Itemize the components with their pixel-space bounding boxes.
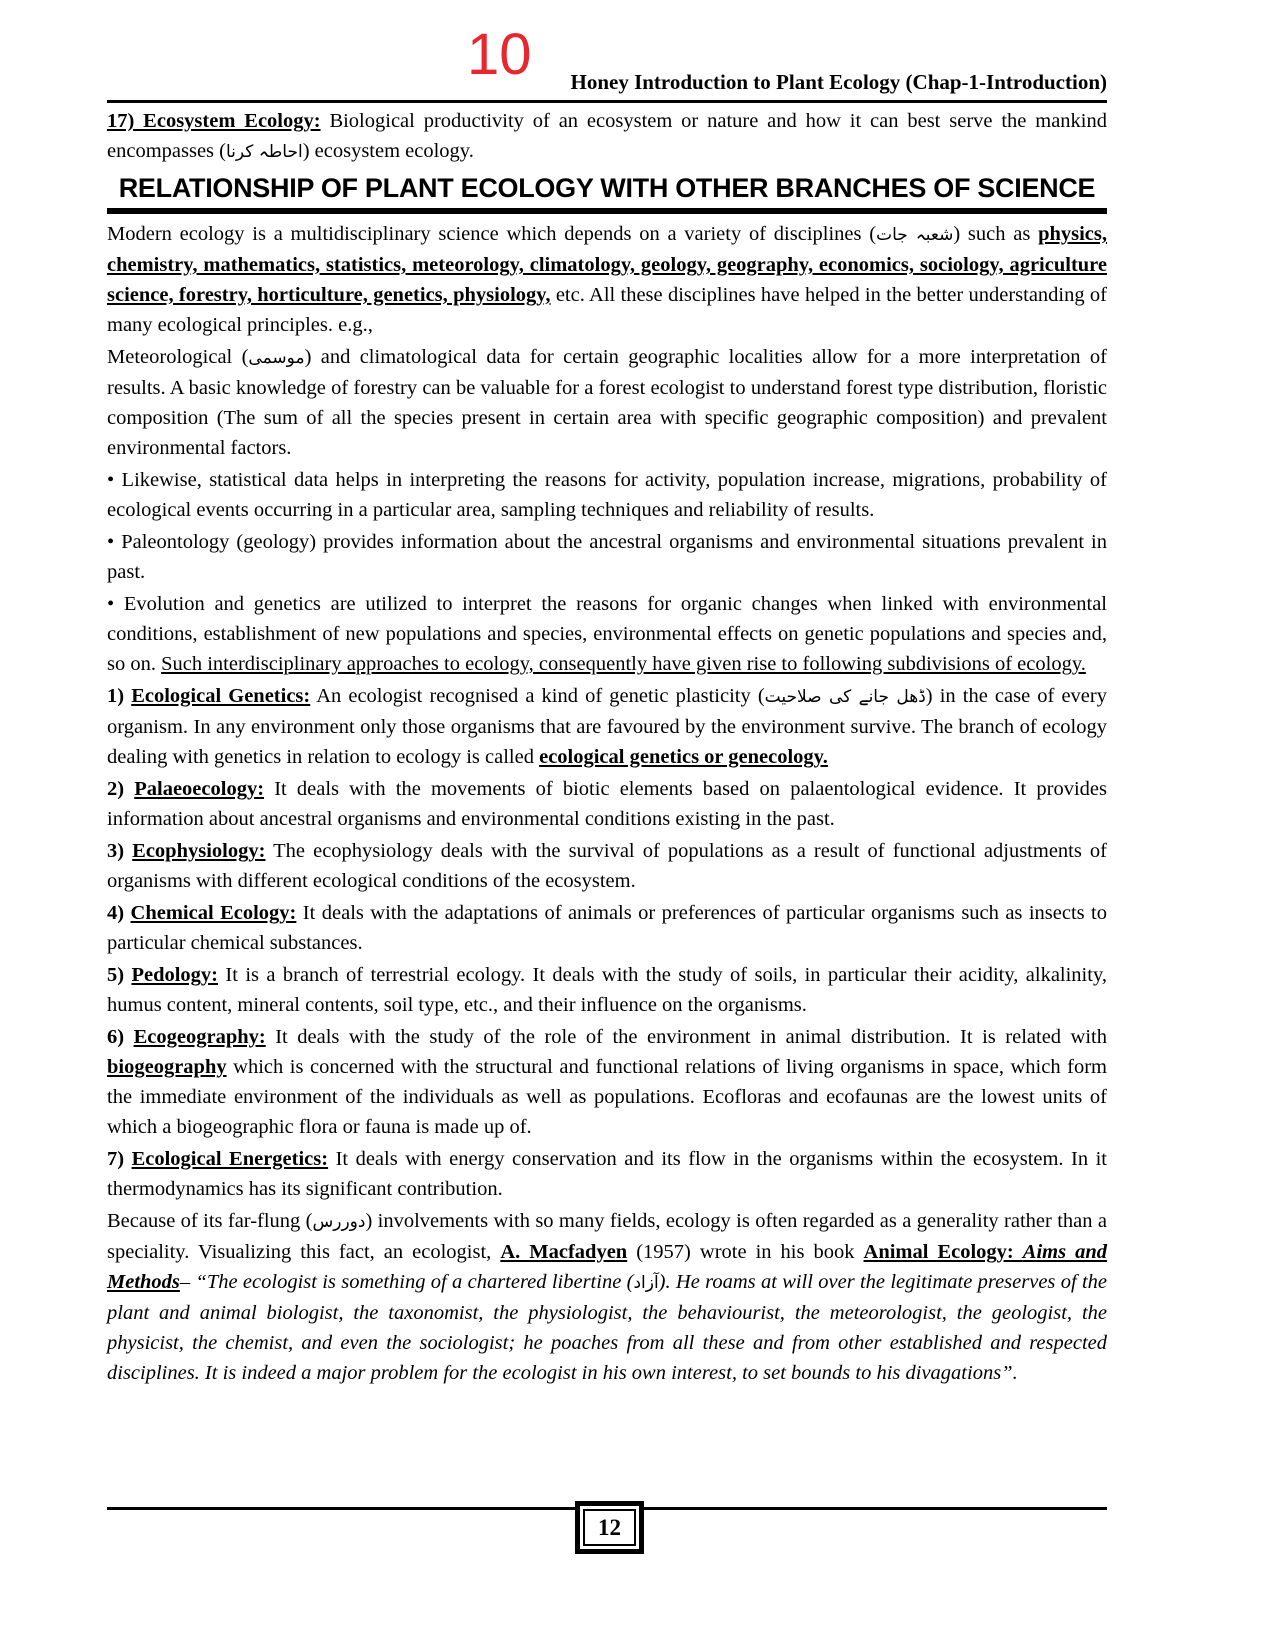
text-run: It is a branch of terrestrial ecology. It deals with the study of soils, in particular their acidity, alkalinity, humus content, mineral contents, soil type, etc., and their influence on the organisms. bbox=[107, 964, 1107, 1017]
text-run: It deals with energy conservation and its flow in the organisms within the ecosystem. In it thermodynamics has its significant contribution. bbox=[107, 1148, 1108, 1201]
text-run: (1957) wrote in his book bbox=[627, 1241, 864, 1264]
text-run: ) ecosystem ecology. bbox=[302, 140, 474, 162]
text-run: Pedology: bbox=[131, 964, 219, 987]
page-header bbox=[107, 0, 1107, 103]
text-run: Chemical Ecology: bbox=[130, 902, 297, 925]
text-run: Because of its far-flung ( bbox=[107, 1210, 313, 1233]
text-run: “The ecologist is something of a chartered libertine ( bbox=[195, 1271, 634, 1294]
text-run: ) in the case of every organism. In any environment only those organisms that are favoured by the environment survive. The branch of ecology dealing with genetics in relation to ecology is called bbox=[107, 685, 1107, 769]
text-run: Such interdisciplinary approaches to ecology, consequently have given rise to following subdivisions of ecology. bbox=[161, 653, 1086, 676]
text-run: Ecogeography: bbox=[133, 1026, 266, 1049]
text-run: etc. All these disciplines have helped in the better understanding of many ecological principles. e.g., bbox=[107, 284, 1107, 337]
item-3-ecophysiology bbox=[107, 836, 1107, 896]
paragraph-macfadyen-quote bbox=[107, 1206, 1107, 1388]
paragraph-17-ecosystem-ecology bbox=[107, 106, 1107, 167]
text-run: 6) bbox=[107, 1026, 134, 1049]
text-run: ecological genetics or genecology. bbox=[539, 746, 828, 769]
item-7-ecological-energetics bbox=[107, 1144, 1107, 1204]
paragraph-modern-ecology bbox=[107, 219, 1107, 340]
text-run: Ecophysiology: bbox=[132, 840, 266, 863]
text-run: biogeography bbox=[107, 1056, 227, 1079]
text-run: Biological productivity of an ecosystem or nature and how it can best serve the mankind encompasses ( bbox=[107, 110, 1107, 162]
item-4-chemical-ecology bbox=[107, 898, 1107, 958]
text-run: • Likewise, statistical data helps in interpreting the reasons for activity, population increase, migrations, probability of ecological events occurring in a particular area, sampling techniques and reliability of results. bbox=[107, 469, 1107, 522]
text-run: Animal Ecology: bbox=[863, 1241, 1023, 1264]
text-run: A. Macfadyen bbox=[500, 1241, 628, 1264]
urdu-term: ڈھل جانے کی صلاحیت bbox=[764, 687, 926, 708]
text-run: 7) bbox=[107, 1148, 132, 1171]
urdu-term: شعبہ جات bbox=[876, 225, 954, 246]
text-run: Aims and Methods bbox=[107, 1241, 1107, 1294]
text-run: 2) bbox=[107, 778, 135, 801]
text-run: ) involvements with so many fields, ecology is often regarded as a generality rather than a speciality. Visualizing this fact, an ecologist, bbox=[107, 1210, 1107, 1264]
text-run: ) such as bbox=[953, 223, 1039, 246]
chapter-page-number: 10 bbox=[467, 22, 532, 87]
text-run: It deals with the study of the role of the environment in animal distribution. It is related with bbox=[265, 1026, 1107, 1049]
text-run: 4) bbox=[107, 902, 131, 925]
section-heading-relationship bbox=[107, 170, 1107, 214]
item-6-ecogeography bbox=[107, 1022, 1107, 1142]
urdu-term: موسمی bbox=[248, 348, 305, 369]
page-number-box bbox=[575, 1501, 644, 1554]
urdu-term: دوررس bbox=[312, 1212, 366, 1233]
text-run: 1) bbox=[107, 685, 132, 708]
urdu-term: احاطہ کرنا bbox=[225, 142, 303, 162]
item-2-palaeoecology bbox=[107, 774, 1107, 834]
text-run: 5) bbox=[107, 964, 132, 987]
bullet-paleontology bbox=[107, 527, 1107, 587]
text-run: Palaeoecology: bbox=[134, 778, 265, 801]
urdu-term: آزاد bbox=[633, 1273, 659, 1294]
text-run: ) and climatological data for certain geographic localities allow for a more interpretation of results. A basic knowledge of forestry can be valuable for a forest ecologist to understand forest type distribution, floristic composition (The sum of all the species present in certain area with specific geographic composition) and prevalent environmental factors. bbox=[107, 346, 1107, 460]
paragraph-meteorological bbox=[107, 342, 1107, 463]
page-number: 12 bbox=[583, 1509, 636, 1546]
text-run: RELATIONSHIP OF PLANT ECOLOGY WITH OTHER BRANCHES OF SCIENCE bbox=[118, 173, 1096, 203]
text-run: 17) Ecosystem Ecology: bbox=[107, 110, 321, 132]
item-1-ecological-genetics bbox=[107, 681, 1107, 772]
text-run: ). He roams at will over the legitimate preserves of the plant and animal biologist, the taxonomist, the physiologist, the behaviourist, the meteorologist, the geologist, the physicist, the chemist, and even the sociologist; he poaches from all these and from other established and respected disciplines. It is indeed a major problem for the ecologist in his own interest, to set bounds to his divagations”. bbox=[107, 1271, 1108, 1385]
text-run: 3) bbox=[107, 840, 133, 863]
text-run: Meteorological ( bbox=[107, 346, 249, 369]
text-run: Modern ecology is a multidisciplinary science which depends on a variety of disciplines ( bbox=[107, 223, 877, 246]
text-run: It deals with the adaptations of animals or preferences of particular organisms such as insects to particular chemical substances. bbox=[107, 902, 1108, 955]
running-header-title: Honey Introduction to Plant Ecology (Chap-1-Introduction) bbox=[570, 70, 1107, 94]
text-run: Ecological Energetics: bbox=[131, 1148, 329, 1171]
text-run: – bbox=[179, 1271, 196, 1294]
bullet-likewise-statistical bbox=[107, 465, 1107, 525]
text-run: The ecophysiology deals with the survival of populations as a result of functional adjustments of organisms with different ecological conditions of the ecosystem. bbox=[107, 840, 1107, 893]
text-run: It deals with the movements of biotic elements based on palaentological evidence. It provides information about ancestral organisms and environmental conditions existing in the past. bbox=[107, 778, 1107, 831]
item-5-pedology bbox=[107, 960, 1107, 1020]
text-run: • Evolution and genetics are utilized to interpret the reasons for organic changes when linked with environmental conditions, establishment of new populations and species, environmental effects on genetic populations and species and, so on. bbox=[107, 593, 1107, 676]
text-run: • Paleontology (geology) provides information about the ancestral organisms and environmental situations prevalent in past. bbox=[107, 531, 1107, 584]
text-run: which is concerned with the structural and functional relations of living organisms in space, which form the immediate environment of the individuals as well as populations. Ecofloras and ecofaunas are the lowest units of which a biogeographic flora or fauna is made up of. bbox=[107, 1056, 1107, 1139]
text-run: physics, chemistry, mathematics, statistics, meteorology, climatology, geology, geography, economics, sociology, agriculture science, forestry, horticulture, genetics, physiology, bbox=[107, 223, 1107, 307]
bullet-evolution-genetics bbox=[107, 589, 1107, 679]
text-run: An ecologist recognised a kind of genetic plasticity ( bbox=[310, 685, 765, 708]
text-run: Ecological Genetics: bbox=[131, 685, 311, 708]
content-blocks bbox=[107, 106, 1107, 1390]
